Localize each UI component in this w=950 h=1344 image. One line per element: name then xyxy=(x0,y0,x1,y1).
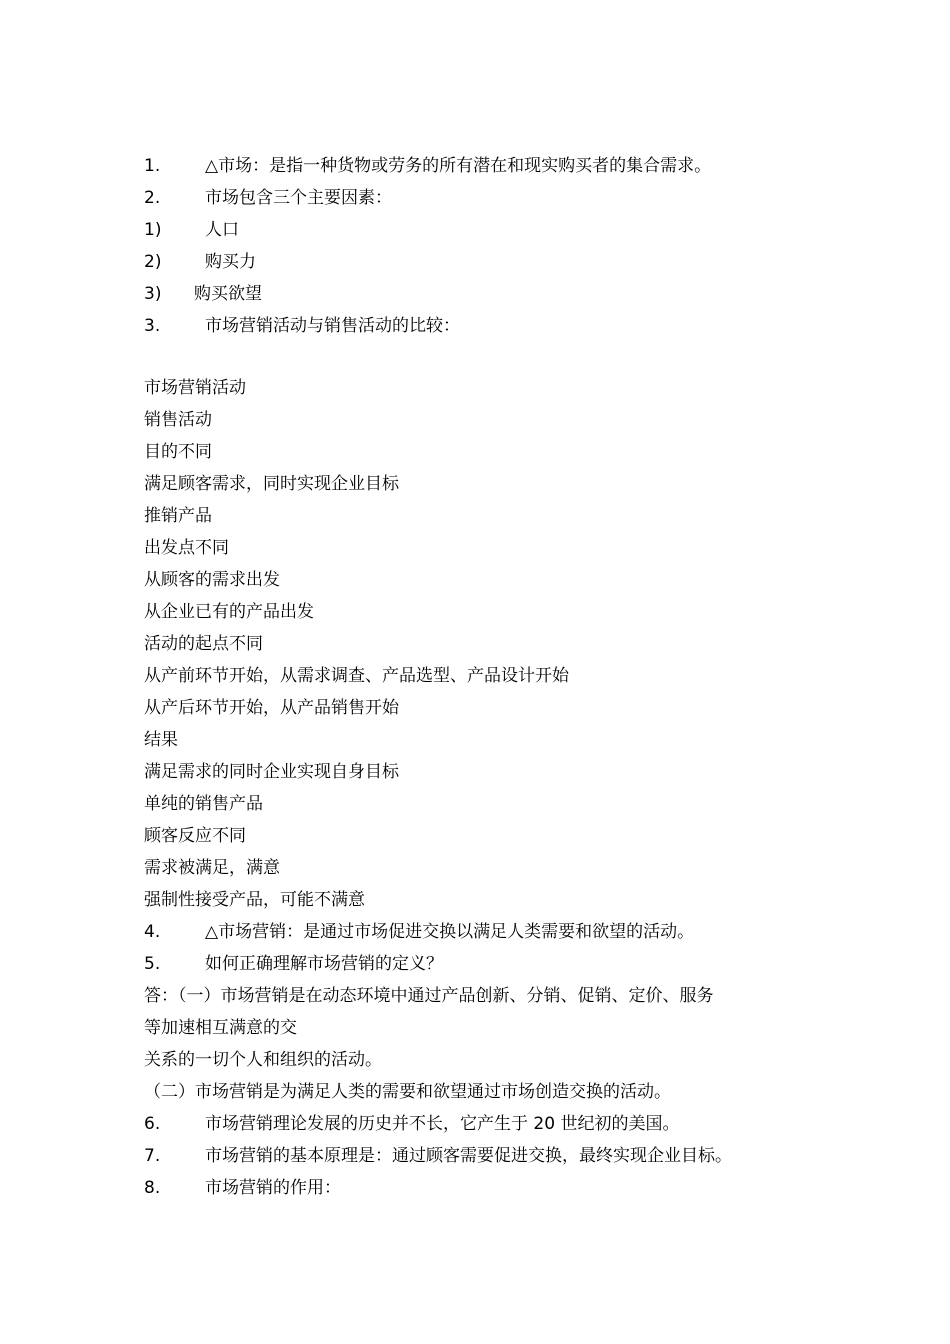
list-item xyxy=(144,1140,814,1172)
table-text-line: 满足需求的同时企业实现自身目标 xyxy=(144,762,399,782)
table-text-line: 从企业已有的产品出发 xyxy=(144,602,314,622)
item-text: 市场营销活动与销售活动的比较： xyxy=(205,316,460,336)
answer-line: 答：（一）市场营销是在动态环境中通过产品创新、分销、促销、定价、服务 xyxy=(144,986,714,1006)
table-text-line: 从产后环节开始，从产品销售开始 xyxy=(144,698,399,718)
item-number: 4. xyxy=(144,922,161,942)
table-text-line: 从产前环节开始，从需求调查、产品选型、产品设计开始 xyxy=(144,666,569,686)
item-text: 如何正确理解市场营销的定义？ xyxy=(205,954,443,974)
table-text-line: 目的不同 xyxy=(144,442,212,462)
table-text-line: 销售活动 xyxy=(144,410,212,430)
table-text-line: 从顾客的需求出发 xyxy=(144,570,280,590)
list-item xyxy=(144,182,814,214)
item-number: 6. xyxy=(144,1114,161,1134)
item-text: 市场营销理论发展的历史并不长，它产生于 20 世纪初的美国。 xyxy=(205,1114,680,1134)
item-number: 3) xyxy=(144,284,162,304)
item-text: 市场营销的基本原理是：通过顾客需要促进交换，最终实现企业目标。 xyxy=(205,1146,732,1166)
list-item xyxy=(144,948,814,980)
list-item xyxy=(144,1108,814,1140)
sub-list-item xyxy=(144,214,814,246)
table-text-line: 顾客反应不同 xyxy=(144,826,246,846)
item-text: 市场营销的作用： xyxy=(205,1178,341,1198)
table-text-line: 需求被满足，满意 xyxy=(144,858,280,878)
table-text-line: 推销产品 xyxy=(144,506,212,526)
list-item xyxy=(144,310,814,342)
item-text: 人口 xyxy=(205,220,239,240)
table-text-line: 单纯的销售产品 xyxy=(144,794,263,814)
item-text: △市场：是指一种货物或劳务的所有潜在和现实购买者的集合需求。 xyxy=(205,156,712,176)
list-item xyxy=(144,1172,814,1204)
item-number: 5. xyxy=(144,954,161,974)
item-text: 购买欲望 xyxy=(194,284,262,304)
item-number: 1) xyxy=(144,220,162,240)
answer-line: 等加速相互满意的交 xyxy=(144,1018,297,1038)
item-number: 7. xyxy=(144,1146,161,1166)
answer-line: 关系的一切个人和组织的活动。 xyxy=(144,1050,382,1070)
table-text-line: 强制性接受产品，可能不满意 xyxy=(144,890,365,910)
sub-list-item xyxy=(144,246,814,278)
item-number: 8. xyxy=(144,1178,161,1198)
sub-list-item xyxy=(144,278,814,310)
document-body xyxy=(144,150,814,1204)
item-text: 市场包含三个主要因素： xyxy=(205,188,392,208)
table-text-line: 市场营销活动 xyxy=(144,378,246,398)
spacer xyxy=(144,342,814,372)
table-text-line: 结果 xyxy=(144,730,178,750)
item-number: 2. xyxy=(144,188,161,208)
item-number: 2) xyxy=(144,252,162,272)
table-text-line: 出发点不同 xyxy=(144,538,229,558)
answer-line: （二）市场营销是为满足人类的需要和欲望通过市场创造交换的活动。 xyxy=(144,1082,671,1102)
item-number: 1. xyxy=(144,156,161,176)
item-text: 购买力 xyxy=(205,252,256,272)
item-number: 3. xyxy=(144,316,161,336)
list-item xyxy=(144,916,814,948)
item-text: △市场营销：是通过市场促进交换以满足人类需要和欲望的活动。 xyxy=(205,922,695,942)
table-text-line: 活动的起点不同 xyxy=(144,634,263,654)
table-text-line: 满足顾客需求，同时实现企业目标 xyxy=(144,474,399,494)
list-item xyxy=(144,150,814,182)
